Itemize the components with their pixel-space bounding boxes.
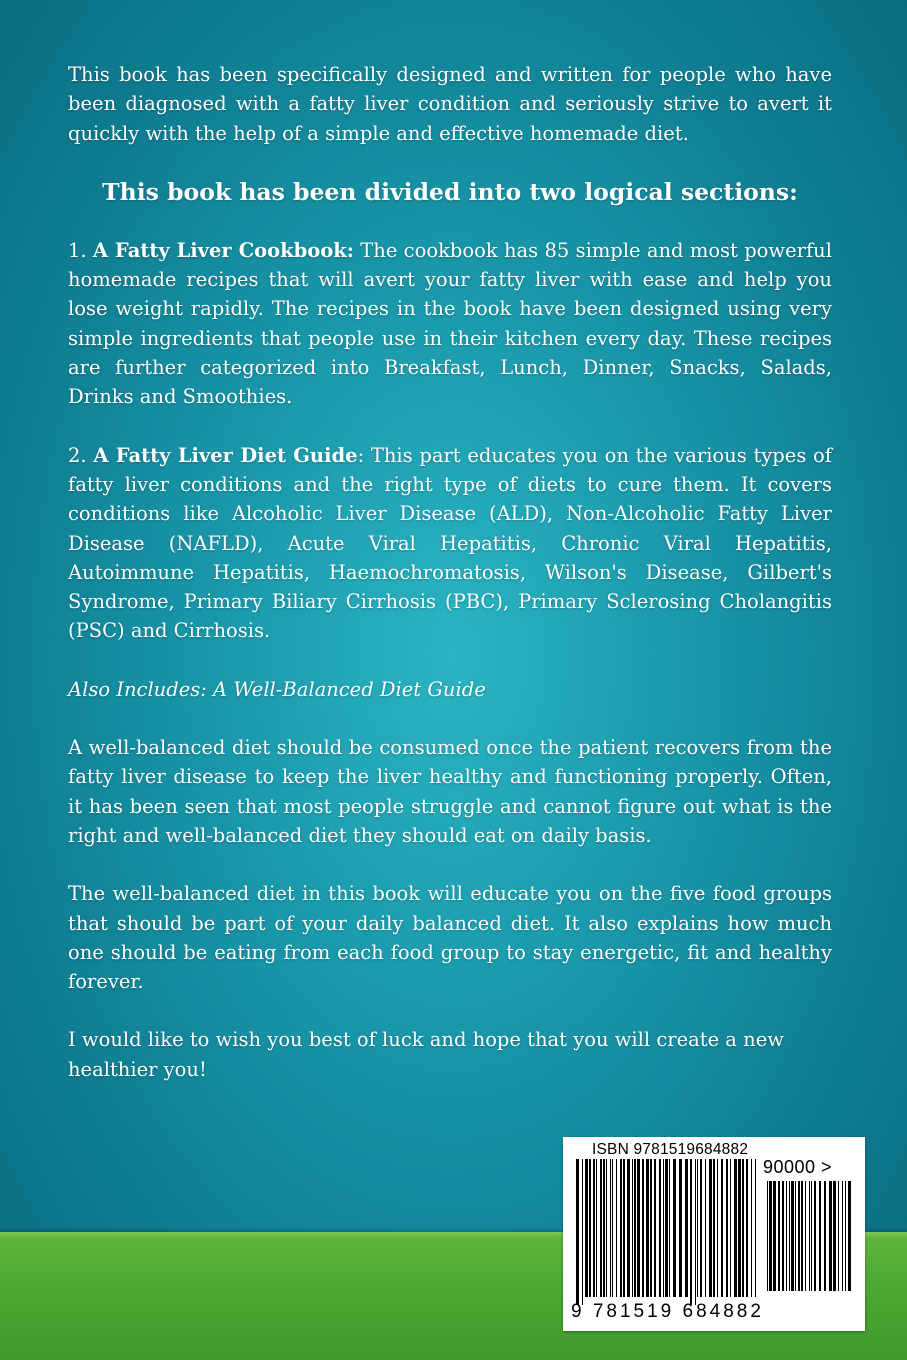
barcode-bar [659, 1159, 661, 1297]
barcode-bar [798, 1181, 800, 1291]
section-2-number: 2. [68, 443, 94, 467]
barcode-bar [612, 1159, 613, 1297]
barcode-bar [632, 1159, 633, 1297]
section-1-body: The cookbook has 85 simple and most powerful homemade recipes that will avert your fatty liver with ease and help you lose weight rapidly. The recipes in the book have been designed using very simple ingredients that people use in their kitchen every day. These recipes are further categorized into Breakfast, Lunch, Dinner, Snacks, Salads, Drinks and Smoothies. [68, 238, 832, 409]
barcode-bar [700, 1159, 702, 1297]
barcode-bar [576, 1159, 579, 1305]
barcode-bar [679, 1159, 682, 1297]
barcode-bar [833, 1181, 836, 1291]
barcode-bar [845, 1181, 846, 1291]
barcode-bar [697, 1159, 698, 1297]
barcode-bar [634, 1159, 636, 1297]
barcode-bar [801, 1181, 803, 1291]
barcode-bar [690, 1159, 692, 1305]
intro-paragraph: This book has been specifically designed and written for people who have been diagnosed with a fatty liver condition and seriously strive to avert it quickly with the help of a simple and effective homemade diet. [68, 63, 832, 145]
barcode-bar [769, 1181, 772, 1291]
barcode-bar [746, 1159, 748, 1297]
ean-barcode [572, 1159, 762, 1305]
barcode-bar [814, 1181, 816, 1291]
barcode-bar [610, 1159, 611, 1297]
balanced-diet-paragraph: A well-balanced diet should be consumed once the patient recovers from the fatty liver disease to keep the liver healthy and functioning properly. Often, it has been seen that most people struggle and cannot figure out what is the right and well-balanced diet they should eat on daily basis. [68, 736, 832, 847]
barcode-bar [589, 1159, 591, 1297]
barcode-bar [713, 1159, 715, 1297]
barcode-bar [650, 1159, 652, 1297]
barcode-bar [721, 1159, 723, 1297]
barcode-bar [654, 1159, 656, 1297]
barcode-bar [751, 1159, 752, 1297]
barcode-digits: 9 781519 684882 [571, 1301, 764, 1322]
barcode-bar [717, 1159, 718, 1297]
barcode-bar [842, 1181, 843, 1291]
barcode-bar [730, 1159, 731, 1297]
barcode-bar [603, 1159, 605, 1297]
food-groups-paragraph: The well-balanced diet in this book will educate you on the five food groups that should be part of your daily balanced diet. It also explains how much one should be eating from each food group to stay energetic, fit and healthy forever. [68, 882, 832, 994]
barcode-bar [819, 1181, 821, 1291]
barcode-bar [637, 1159, 640, 1297]
section-1-title: A Fatty Liver Cookbook: [92, 238, 354, 262]
barcode-bar [623, 1159, 625, 1297]
barcode-bar [596, 1159, 597, 1297]
price-code: 90000 > [763, 1157, 833, 1177]
barcode-bar [600, 1159, 602, 1297]
barcode-bar [824, 1181, 826, 1291]
barcode-bar [734, 1159, 737, 1297]
barcode-bar [848, 1181, 851, 1291]
barcode-bar [709, 1159, 712, 1297]
barcode-bar [811, 1181, 812, 1291]
barcode-bar [616, 1159, 617, 1297]
barcode-bar [805, 1181, 806, 1291]
barcode-bar [767, 1181, 768, 1291]
barcode-bar [705, 1159, 706, 1297]
barcode-bar [789, 1181, 790, 1291]
barcode-bar [726, 1159, 728, 1297]
barcode-bar [809, 1181, 810, 1291]
barcode-bar [742, 1159, 744, 1297]
sections-heading: This book has been divided into two logical sections: [102, 177, 798, 206]
barcode-bar [786, 1181, 787, 1291]
barcode-bar [755, 1159, 756, 1297]
barcode-bar [673, 1159, 676, 1297]
isbn-barcode-box [563, 1137, 865, 1331]
section-2-body: : This part educates you on the various types of fatty liver conditions and the right type of diets to cure them. It covers conditions like Alcoholic Liver Disease (ALD), Non-Alcoholic Fatty Liver Disease (NAFLD), Acute Viral Hepatitis, Chronic Viral Hepatitis, Autoimmune Hepatitis, Haemochromatosis, Wilson's Disease, Gilbert's Syndrome, Primary Biliary Cirrhosis (PBC), Primary Sclerosing Cholangitis (PSC) and Cirrhosis. [68, 443, 833, 643]
back-cover-text [68, 60, 832, 1084]
section-2-paragraph [68, 441, 832, 646]
also-includes-line: Also Includes: A Well-Balanced Diet Guide [68, 677, 486, 701]
barcode-bar [695, 1159, 696, 1305]
barcode-bar [829, 1181, 832, 1291]
barcode-bar [606, 1159, 607, 1297]
barcode-bar [838, 1181, 839, 1291]
barcode-bar [620, 1159, 622, 1297]
barcode-bar [663, 1159, 664, 1297]
section-1-paragraph [68, 236, 832, 412]
barcode-bar [778, 1181, 780, 1291]
section-2-title: A Fatty Liver Diet Guide [93, 443, 358, 467]
barcode-bar [665, 1159, 668, 1297]
closing-paragraph: I would like to wish you best of luck and hope that you will create a new healthier you! [68, 1028, 784, 1081]
barcode-bar [593, 1159, 595, 1297]
barcode-bar [642, 1159, 644, 1297]
barcode-bar [685, 1159, 688, 1297]
price-barcode [763, 1181, 855, 1299]
isbn-label: ISBN 9781519684882 [592, 1141, 749, 1158]
barcode-bar [627, 1159, 630, 1297]
barcode-bar [791, 1181, 794, 1291]
barcode-bar [782, 1181, 784, 1291]
barcode-bar [773, 1181, 776, 1291]
barcode-bar [646, 1159, 649, 1297]
section-1-number: 1. [68, 238, 93, 262]
barcode-bar [738, 1159, 741, 1297]
barcode-bar [582, 1159, 583, 1305]
barcode-bar [795, 1181, 796, 1291]
barcode-bar [669, 1159, 670, 1297]
barcode-bar [585, 1159, 588, 1297]
